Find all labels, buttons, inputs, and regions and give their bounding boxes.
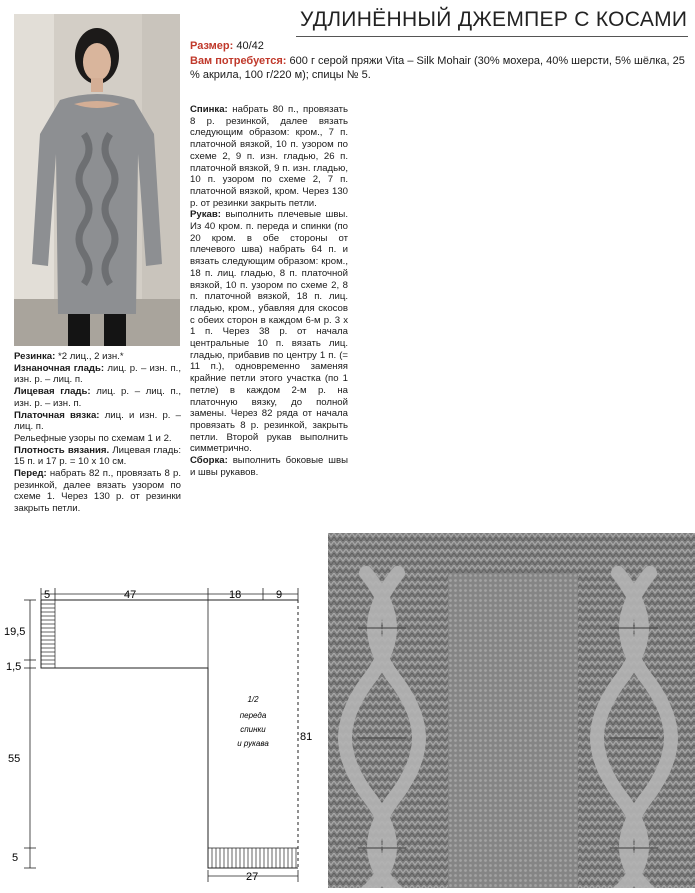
pattern-schematic (0, 578, 320, 888)
materials-line (190, 54, 685, 82)
size-value: 40/42 (236, 40, 264, 52)
dim-top-sleeve: 47 (124, 589, 137, 601)
dim-top-right: 9 (276, 589, 283, 601)
technique-item: Резинка: *2 лиц., 2 изн.* (14, 351, 124, 362)
dim-top-neck: 18 (229, 589, 242, 601)
technique-item: Плотность вязания. Лицевая гладь: 15 п. и 17 р. = 10 х 10 см. (14, 444, 181, 468)
instruction-item: Рукав: выполнить плечевые швы. Из 40 кром. п. переда и спинки (по 20 кром. в обе стороны от плечевого шва) набрать 64 п. и вязать следующим образом: кром., 18 п. лиц. гладью, 8 п. платочной вязкой, 10 п. узором по схеме 2, 8 п. платочной вязкой, 18 п. лиц. гладью, кром., убавляя для скосов с обеих сторон в каждом 6-м р. 3 х 1 п. Через 38 р. от начала центральные 10 п. вязать лиц. гладью, прибавив по центру 1 п. (= 11 п.), одновременно заменяя крайние петли этого участка (по 1 петле) в каждом 2-м р. на платочную вязку, до полной замены. Через 82 ряда от начала провязать 8 р. резинкой, закрыть петли. Второй рукав выполнить симметрично. (190, 209, 348, 455)
dim-left-upper: 19,5 (4, 626, 26, 638)
dim-bottom-width: 27 (246, 871, 259, 883)
technique-item: Рельефные узоры по схемам 1 и 2. (14, 432, 172, 444)
dim-left-bottom: 5 (12, 852, 19, 864)
instruction-item: Сборка: выполнить боковые швы и швы рукавов. (190, 455, 348, 478)
piece-label-fraction: 1/2 (247, 695, 259, 704)
dim-right-height: 81 (300, 731, 313, 743)
piece-label-line3: и рукава (237, 739, 269, 748)
materials-value: 600 г серой пряжи Vita – Silk Mohair (30% мохера, 40% шерсти, 5% шёлка, 25 % акрила, 100 г/220 м); спицы № 5. (190, 55, 685, 81)
techniques-column (14, 351, 181, 515)
technique-item: Изнаночная гладь: лиц. р. – изн. п., изн. р. – лиц. п. (14, 362, 181, 386)
instructions-column (190, 104, 348, 479)
dim-left-body: 55 (8, 753, 21, 765)
dim-top-left: 5 (44, 589, 51, 601)
instruction-item: Спинка: набрать 80 п., провязать 8 р. резинкой, далее вязать следующим образом: кром., 7 п. платочной вязкой, 10 п. узором по схеме 2, 9 п. изн. гладью, 26 п. платочной вязкой, 9 п. изн. гладью, 10 п. узором по схеме 2, 7 п. платочной вязкой, кром. Через 130 р. от резинки закрыть петли. (190, 104, 348, 209)
knit-swatch-photo (328, 533, 695, 888)
model-photo (14, 14, 180, 346)
technique-item: Лицевая гладь: лиц. р. – лиц. п., изн. р. – изн. п. (14, 386, 182, 409)
piece-label-line2: спинки (240, 725, 266, 734)
size-line (190, 40, 264, 52)
title-divider (296, 36, 688, 37)
size-label: Размер: (190, 40, 234, 52)
materials-label: Вам потребуется: (190, 55, 287, 67)
dim-left-step: 1,5 (6, 661, 22, 673)
technique-item: Платочная вязка: лиц. и изн. р. – лиц. п. (14, 409, 181, 433)
technique-item: Перед: набрать 82 п., провязать 8 р. резинкой, далее вязать узором по схеме 1. Через 130 р. от резинки закрыть петли. (14, 468, 181, 515)
page-title: УДЛИНЁННЫЙ ДЖЕМПЕР С КОСАМИ (300, 8, 688, 31)
piece-label-line1: переда (239, 711, 267, 720)
